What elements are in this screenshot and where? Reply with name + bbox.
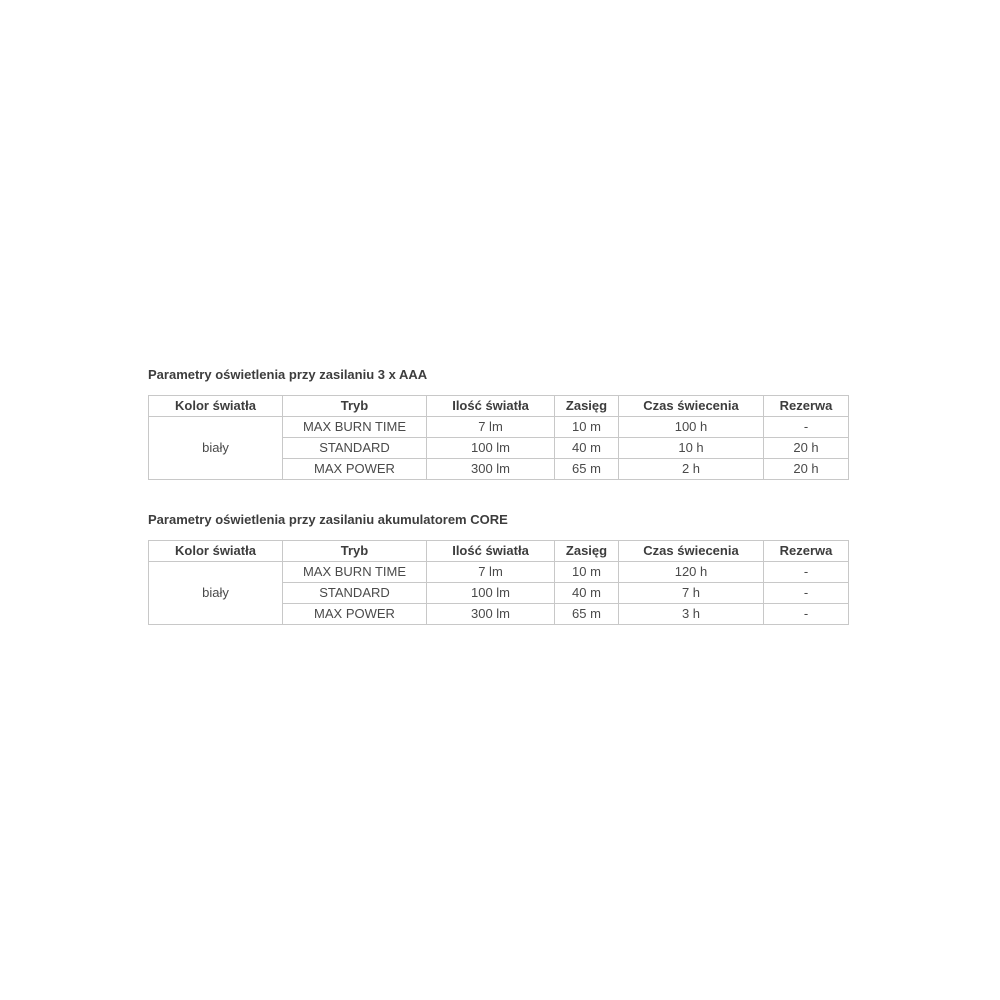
light-output-cell: 7 lm [427, 417, 555, 438]
range-cell: 40 m [555, 438, 619, 459]
header-light-output: Ilość światła [427, 541, 555, 562]
header-range: Zasięg [555, 541, 619, 562]
reserve-cell: 20 h [764, 459, 849, 480]
light-output-cell: 300 lm [427, 604, 555, 625]
header-reserve: Rezerwa [764, 541, 849, 562]
header-reserve: Rezerwa [764, 396, 849, 417]
light-output-cell: 300 lm [427, 459, 555, 480]
burn-time-cell: 2 h [619, 459, 764, 480]
header-burn-time: Czas świecenia [619, 541, 764, 562]
range-cell: 10 m [555, 562, 619, 583]
light-color-cell: biały [149, 417, 283, 480]
header-light-color: Kolor światła [149, 396, 283, 417]
spec-section-core [148, 511, 848, 625]
light-color-cell: biały [149, 562, 283, 625]
mode-cell: MAX POWER [283, 459, 427, 480]
burn-time-cell: 100 h [619, 417, 764, 438]
section-title: Parametry oświetlenia przy zasilaniu akumulatorem CORE [148, 512, 508, 527]
burn-time-cell: 10 h [619, 438, 764, 459]
section-title: Parametry oświetlenia przy zasilaniu 3 x AAA [148, 367, 428, 382]
light-output-cell: 7 lm [427, 562, 555, 583]
header-range: Zasięg [555, 396, 619, 417]
header-mode: Tryb [283, 541, 427, 562]
burn-time-cell: 3 h [619, 604, 764, 625]
light-output-cell: 100 lm [427, 438, 555, 459]
reserve-cell: - [764, 417, 849, 438]
reserve-cell: - [764, 583, 849, 604]
reserve-cell: 20 h [764, 438, 849, 459]
table-row [149, 417, 849, 438]
mode-cell: STANDARD [283, 583, 427, 604]
range-cell: 10 m [555, 417, 619, 438]
header-mode: Tryb [283, 396, 427, 417]
light-output-cell: 100 lm [427, 583, 555, 604]
table-row [149, 562, 849, 583]
reserve-cell: - [764, 562, 849, 583]
table-header-row [149, 396, 849, 417]
range-cell: 65 m [555, 459, 619, 480]
range-cell: 40 m [555, 583, 619, 604]
spec-section-aaa [148, 366, 848, 480]
reserve-cell: - [764, 604, 849, 625]
spec-table-aaa [148, 395, 849, 480]
header-light-color: Kolor światła [149, 541, 283, 562]
mode-cell: STANDARD [283, 438, 427, 459]
burn-time-cell: 120 h [619, 562, 764, 583]
mode-cell: MAX POWER [283, 604, 427, 625]
header-burn-time: Czas świecenia [619, 396, 764, 417]
header-light-output: Ilość światła [427, 396, 555, 417]
burn-time-cell: 7 h [619, 583, 764, 604]
mode-cell: MAX BURN TIME [283, 417, 427, 438]
mode-cell: MAX BURN TIME [283, 562, 427, 583]
spec-table-core [148, 540, 849, 625]
range-cell: 65 m [555, 604, 619, 625]
table-header-row [149, 541, 849, 562]
